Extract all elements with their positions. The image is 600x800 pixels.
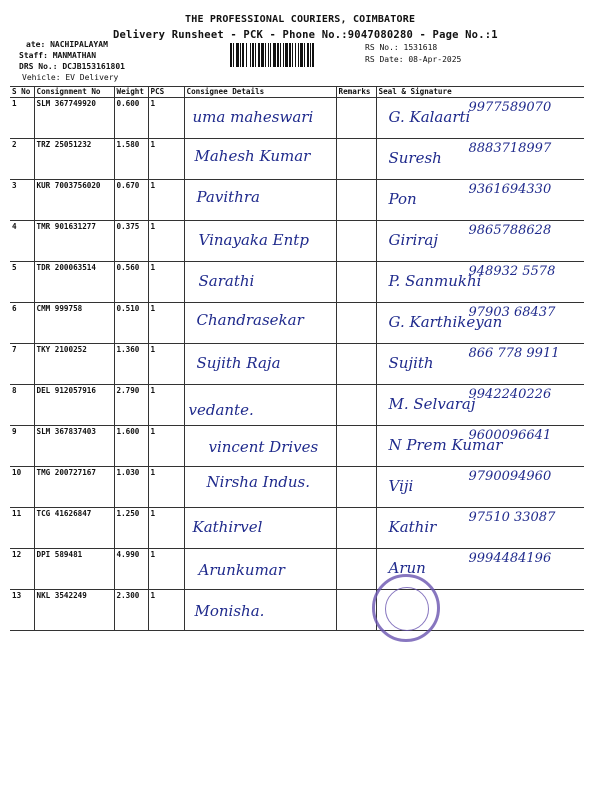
cell-consignment: SLM 367837403 — [34, 426, 114, 467]
cell-remarks — [336, 221, 376, 262]
cell-sno: 6 — [10, 303, 34, 344]
cell-remarks — [336, 467, 376, 508]
cell-weight: 0.560 — [114, 262, 148, 303]
phone-handwriting: 9977589070 — [468, 100, 552, 115]
consignee-handwriting: vincent Drives — [208, 438, 319, 456]
cell-consignee — [184, 344, 336, 385]
cell-remarks — [336, 98, 376, 139]
table-row — [10, 385, 584, 426]
cell-pcs: 1 — [148, 303, 184, 344]
phone-handwriting: 97903 68437 — [468, 305, 556, 320]
consignee-handwriting: Kathirvel — [192, 518, 263, 536]
cell-weight: 1.250 — [114, 508, 148, 549]
cell-weight: 1.360 — [114, 344, 148, 385]
cell-pcs: 1 — [148, 262, 184, 303]
table-row — [10, 467, 584, 508]
cell-sno: 8 — [10, 385, 34, 426]
consignee-handwriting: Chandrasekar — [196, 311, 304, 329]
cell-remarks — [336, 139, 376, 180]
cell-weight: 4.990 — [114, 549, 148, 590]
cell-consignment: NKL 3542249 — [34, 590, 114, 631]
cell-remarks — [336, 426, 376, 467]
col-consignment: Consignment No — [34, 87, 114, 98]
cell-sno: 13 — [10, 590, 34, 631]
cell-sno: 2 — [10, 139, 34, 180]
cell-sno: 9 — [10, 426, 34, 467]
signature-handwriting: Sujith — [388, 354, 434, 372]
phone-handwriting: 866 778 9911 — [468, 346, 560, 361]
cell-consignee — [184, 467, 336, 508]
table-row — [10, 303, 584, 344]
col-consignee: Consignee Details — [184, 87, 336, 98]
cell-pcs: 1 — [148, 98, 184, 139]
cell-sno: 7 — [10, 344, 34, 385]
col-sno: S No — [10, 87, 34, 98]
cell-signature — [376, 221, 584, 262]
cell-weight: 0.670 — [114, 180, 148, 221]
cell-signature — [376, 262, 584, 303]
cell-pcs: 1 — [148, 508, 184, 549]
table-row — [10, 221, 584, 262]
signature-handwriting: Arun — [388, 559, 426, 577]
cell-pcs: 1 — [148, 221, 184, 262]
rs-date: RS Date: 08-Apr-2025 — [365, 55, 462, 64]
cell-consignee — [184, 549, 336, 590]
cell-weight: 0.375 — [114, 221, 148, 262]
cell-consignee — [184, 98, 336, 139]
route-label: ate: NACHIPALAYAM — [26, 40, 108, 49]
cell-weight: 2.790 — [114, 385, 148, 426]
cell-weight: 2.300 — [114, 590, 148, 631]
cell-signature — [376, 508, 584, 549]
cell-remarks — [336, 303, 376, 344]
signature-handwriting: G. Karthikeyan — [388, 313, 503, 331]
signature-handwriting: Viji — [388, 477, 414, 495]
cell-consignment: DEL 912057916 — [34, 385, 114, 426]
consignee-handwriting: Sujith Raja — [196, 354, 281, 372]
cell-signature — [376, 139, 584, 180]
phone-handwriting: 9600096641 — [468, 428, 552, 443]
cell-consignment: SLM 367749920 — [34, 98, 114, 139]
col-remarks: Remarks — [336, 87, 376, 98]
col-signature: Seal & Signature — [376, 87, 584, 98]
cell-consignment: TMR 901631277 — [34, 221, 114, 262]
rs-number: RS No.: 1531618 — [365, 43, 438, 52]
runsheet-table — [10, 86, 584, 631]
cell-consignment: TMG 200727167 — [34, 467, 114, 508]
cell-consignee — [184, 262, 336, 303]
cell-consignment: TRZ 25051232 — [34, 139, 114, 180]
cell-signature — [376, 467, 584, 508]
signature-handwriting: G. Kalaarti — [388, 108, 471, 126]
signature-handwriting: M. Selvaraj — [388, 395, 476, 413]
table-row — [10, 590, 584, 631]
barcode-bar — [312, 43, 314, 67]
cell-consignment: TDR 200063514 — [34, 262, 114, 303]
cell-consignee — [184, 180, 336, 221]
cell-pcs: 1 — [148, 549, 184, 590]
cell-consignee — [184, 303, 336, 344]
phone-handwriting: 97510 33087 — [468, 510, 556, 525]
cell-remarks — [336, 344, 376, 385]
cell-signature — [376, 385, 584, 426]
cell-consignment: TKY 2100252 — [34, 344, 114, 385]
cell-signature — [376, 303, 584, 344]
phone-handwriting: 948932 5578 — [468, 264, 556, 279]
cell-sno: 1 — [10, 98, 34, 139]
cell-consignment: KUR 7003756020 — [34, 180, 114, 221]
cell-sno: 5 — [10, 262, 34, 303]
cell-weight: 1.580 — [114, 139, 148, 180]
signature-handwriting: P. Sanmukhi — [388, 272, 482, 290]
phone-handwriting: 9994484196 — [468, 551, 552, 566]
cell-consignee — [184, 221, 336, 262]
cell-weight: 0.600 — [114, 98, 148, 139]
signature-handwriting: Pon — [388, 190, 417, 208]
signature-handwriting: Suresh — [388, 149, 442, 167]
consignee-handwriting: Monisha. — [194, 602, 265, 620]
phone-handwriting: 8883718997 — [468, 141, 552, 156]
cell-signature — [376, 426, 584, 467]
col-weight: Weight — [114, 87, 148, 98]
table-row — [10, 426, 584, 467]
phone-handwriting: 9942240226 — [468, 387, 552, 402]
cell-remarks — [336, 549, 376, 590]
cell-consignee — [184, 508, 336, 549]
table-row — [10, 139, 584, 180]
table-row — [10, 549, 584, 590]
vehicle-label: Vehicle: EV Delivery — [22, 73, 119, 82]
cell-signature — [376, 98, 584, 139]
cell-weight: 0.510 — [114, 303, 148, 344]
consignee-handwriting: uma maheswari — [192, 108, 314, 126]
consignee-handwriting: Nirsha Indus. — [206, 473, 310, 491]
seal-stamp — [372, 574, 440, 642]
signature-handwriting: Kathir — [388, 518, 437, 536]
cell-consignee — [184, 426, 336, 467]
cell-consignee — [184, 139, 336, 180]
cell-pcs: 1 — [148, 344, 184, 385]
cell-signature — [376, 344, 584, 385]
consignee-handwriting: Mahesh Kumar — [194, 147, 311, 165]
cell-sno: 4 — [10, 221, 34, 262]
runsheet-title: Delivery Runsheet - PCK - Phone No.:9047080280 - Page No.:1 — [113, 29, 498, 41]
cell-weight: 1.030 — [114, 467, 148, 508]
phone-handwriting: 9865788628 — [468, 223, 552, 238]
staff-label: Staff: MANMATHAN — [19, 51, 97, 60]
phone-handwriting: 9790094960 — [468, 469, 552, 484]
col-pcs: PCS — [148, 87, 184, 98]
cell-sno: 3 — [10, 180, 34, 221]
phone-handwriting: 9361694330 — [468, 182, 552, 197]
cell-weight: 1.600 — [114, 426, 148, 467]
signature-handwriting: Giriraj — [388, 231, 439, 249]
table-row — [10, 508, 584, 549]
cell-pcs: 1 — [148, 180, 184, 221]
cell-signature — [376, 180, 584, 221]
consignee-handwriting: Arunkumar — [198, 561, 285, 579]
cell-pcs: 1 — [148, 467, 184, 508]
cell-remarks — [336, 590, 376, 631]
consignee-handwriting: Vinayaka Entp — [198, 231, 309, 249]
table-row — [10, 98, 584, 139]
cell-sno: 12 — [10, 549, 34, 590]
cell-consignee — [184, 385, 336, 426]
cell-pcs: 1 — [148, 426, 184, 467]
cell-consignment: DPI 589481 — [34, 549, 114, 590]
cell-remarks — [336, 385, 376, 426]
cell-remarks — [336, 508, 376, 549]
signature-handwriting: N Prem Kumar — [388, 436, 503, 454]
cell-consignment: TCG 41626847 — [34, 508, 114, 549]
table-row — [10, 262, 584, 303]
barcode — [230, 43, 358, 67]
table-row — [10, 180, 584, 221]
table-row — [10, 344, 584, 385]
consignee-handwriting: Pavithra — [196, 188, 260, 206]
cell-sno: 10 — [10, 467, 34, 508]
cell-pcs: 1 — [148, 139, 184, 180]
cell-consignment: CMM 999758 — [34, 303, 114, 344]
cell-pcs: 1 — [148, 590, 184, 631]
cell-remarks — [336, 180, 376, 221]
cell-sno: 11 — [10, 508, 34, 549]
table-header-row — [10, 87, 584, 98]
cell-pcs: 1 — [148, 385, 184, 426]
company-title: THE PROFESSIONAL COURIERS, COIMBATORE — [185, 14, 416, 25]
consignee-handwriting: Sarathi — [198, 272, 255, 290]
drs-number: DRS No.: DCJB153161801 — [19, 62, 125, 71]
consignee-handwriting: vedante. — [188, 401, 254, 419]
cell-consignee — [184, 590, 336, 631]
cell-remarks — [336, 262, 376, 303]
